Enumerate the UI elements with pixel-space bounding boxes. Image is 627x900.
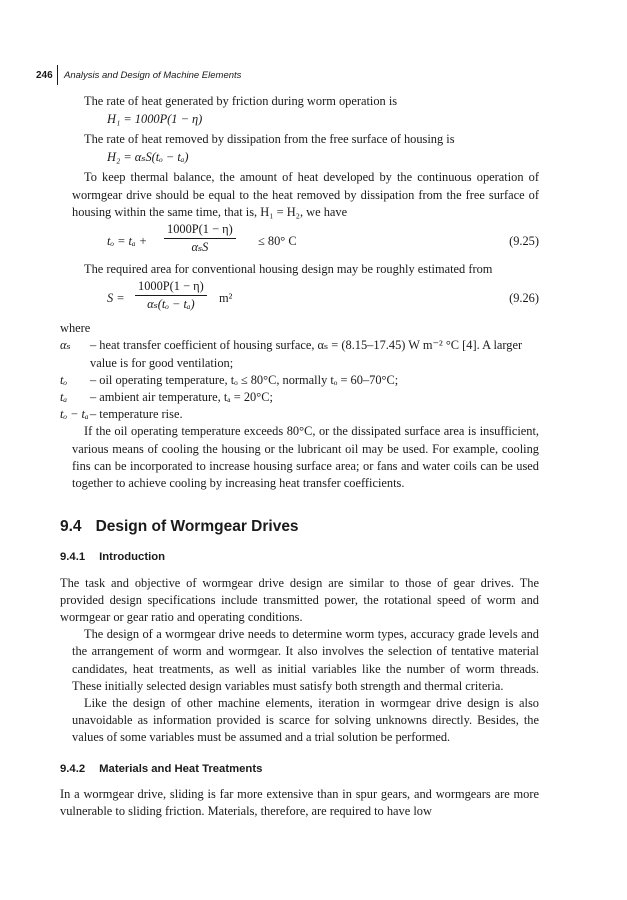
- equation-heat-removed: H₂ = αₛS(tₒ − tₐ): [107, 150, 189, 165]
- where-label: where: [60, 321, 91, 336]
- definition-symbol: αₛ: [60, 338, 71, 353]
- paragraph: The task and objective of wormgear drive design are similar to those of gear drives. The provided design specifications include transmitted power, the rotational speed of worm and wormgear or gear ratio and operating conditions.: [60, 575, 539, 625]
- equation-fraction: 1000P(1 − η) αₛS: [164, 221, 236, 256]
- equation-9-26: [72, 278, 539, 318]
- equation-number: (9.26): [509, 291, 539, 306]
- equation-lhs: tₒ = tₐ +: [107, 234, 148, 249]
- subsection-heading: 9.4.1 Introduction: [60, 551, 166, 564]
- running-title: Analysis and Design of Machine Elements: [63, 69, 242, 81]
- definition-symbol: tₒ − tₐ: [60, 407, 89, 422]
- paragraph: The rate of heat removed by dissipation from the free surface of housing is: [84, 132, 455, 147]
- definition-item: [60, 406, 539, 423]
- subsection-heading: 9.4.2 Materials and Heat Treatments: [60, 762, 263, 775]
- definition-text: – heat transfer coefficient of housing surface, αₛ = (8.15–17.45) W m⁻² °C [4]. A larger value is for good ventilation;: [90, 338, 523, 370]
- paragraph: The rate of heat generated by friction during worm operation is: [84, 94, 398, 108]
- equation-rhs: ≤ 80° C: [258, 234, 297, 249]
- definition-list: [60, 337, 539, 423]
- page-number: 246: [36, 69, 53, 81]
- definition-symbol: tₒ: [60, 372, 67, 387]
- paragraph: To keep thermal balance, the amount of heat developed by the continuous operation of wormgear drive should be equal to the heat removed by dissipation from the free surface of housing within the same time, that is, H₁ = H₂, we have: [72, 170, 539, 219]
- equation-rhs: m²: [219, 291, 233, 306]
- definition-text: – ambient air temperature, tₐ = 20°C;: [90, 390, 273, 405]
- page-body: [60, 93, 539, 820]
- running-header: [36, 64, 241, 86]
- equation-9-25: [72, 221, 539, 261]
- definition-symbol: tₐ: [60, 390, 68, 405]
- paragraph: If the oil operating temperature exceeds 80°C, or the dissipated surface area is insufficient, various means of cooling the housing or the lubricant oil may be used. For example, cooling fins can be incorporated to increase housing surface area; or fans and water coils can be used together to achieve cooling by increasing heat transfer coefficients.: [72, 424, 539, 491]
- equation-heat-generated: H₁ = 1000P(1 − η): [107, 112, 203, 127]
- equation-fraction: 1000P(1 − η) αₛ(tₒ − tₐ): [135, 278, 207, 313]
- paragraph: The required area for conventional housing design may be roughly estimated from: [84, 262, 493, 277]
- definition-text: – oil operating temperature, tₒ ≤ 80°C, normally tₒ = 60–70°C;: [90, 372, 399, 387]
- header-divider: [57, 65, 58, 85]
- section-heading: 9.4 Design of Wormgear Drives: [60, 518, 299, 536]
- definition-text: – temperature rise.: [90, 407, 183, 422]
- equation-lhs: S =: [107, 291, 125, 306]
- definition-item: [60, 337, 539, 371]
- definition-item: [60, 372, 539, 389]
- paragraph: In a wormgear drive, sliding is far more extensive than in spur gears, and wormgears are more vulnerable to sliding friction. Materials, therefore, are required to have low: [60, 786, 539, 819]
- paragraph: The design of a wormgear drive needs to determine worm types, accuracy grade levels and the arrangement of worm and wormgear. It also involves the selection of tentative material candidates, heat treatments, as well as initial variables like the number of worm threads. These initially selected design variables must satisfy both strength and thermal criteria.: [72, 627, 539, 693]
- paragraph: Like the design of other machine elements, iteration in wormgear drive design is also unavoidable as information provided is scarce for solving unknowns directly. Besides, the values of some variables must be assumed and a trial solution be performed.: [72, 696, 539, 745]
- equation-number: (9.25): [509, 234, 539, 249]
- definition-item: [60, 389, 539, 406]
